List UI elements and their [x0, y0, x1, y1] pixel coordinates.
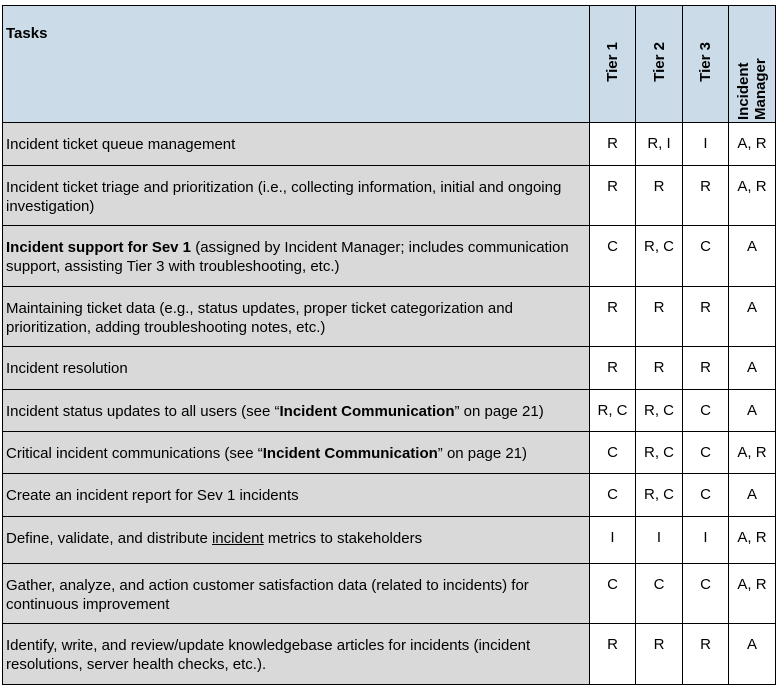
incident-manager-cell: A, R	[729, 432, 776, 474]
tier-1-cell: I	[590, 517, 636, 564]
incident-manager-cell: A	[729, 624, 776, 685]
tier-2-cell: R	[636, 287, 683, 347]
incident-underlined-word: incident	[211, 530, 264, 547]
incident-manager-cell: A, R	[729, 517, 776, 564]
table-row	[3, 474, 776, 517]
tier-1-cell: C	[590, 226, 636, 287]
tier-2-cell: I	[636, 517, 683, 564]
tier-2-header: Tier 2	[636, 6, 683, 123]
tier-3-cell: C	[683, 474, 729, 517]
task-cell	[3, 390, 590, 432]
table-row	[3, 166, 776, 226]
table-row	[3, 226, 776, 287]
tier-2-cell: R, I	[636, 123, 683, 166]
tier-1-cell: R	[590, 166, 636, 226]
tier-1-cell: R	[590, 347, 636, 390]
table-row	[3, 564, 776, 624]
incident-communication-ref: Incident Communication	[279, 403, 455, 420]
raci-table	[2, 5, 776, 685]
tier-3-cell: C	[683, 564, 729, 624]
task-bold-text: Incident support for Sev 1	[6, 239, 192, 256]
tier-2-cell: R	[636, 166, 683, 226]
tier-3-cell: I	[683, 517, 729, 564]
task-cell	[3, 432, 590, 474]
task-cell: Incident ticket triage and prioritization (i.e., collecting information, initial and ongoing investigation)	[3, 166, 590, 226]
tier-2-cell: C	[636, 564, 683, 624]
tier-1-cell: C	[590, 432, 636, 474]
task-cell	[3, 517, 590, 564]
tier-3-cell: C	[683, 226, 729, 287]
table-row	[3, 517, 776, 564]
tier-3-cell: R	[683, 287, 729, 347]
tier-2-cell: R, C	[636, 474, 683, 517]
table-row	[3, 123, 776, 166]
task-cell: Maintaining ticket data (e.g., status updates, proper ticket categorization and prioritization, adding troubleshooting notes, etc.)	[3, 287, 590, 347]
task-cell: Incident resolution	[3, 347, 590, 390]
task-cell: Identify, write, and review/update knowledgebase articles for incidents (incident resolutions, server health checks, etc.).	[3, 624, 590, 685]
tier-1-cell: R	[590, 123, 636, 166]
tier-3-cell: I	[683, 123, 729, 166]
task-text: Incident status updates to all users (see “	[6, 403, 280, 420]
task-cell: Incident ticket queue management	[3, 123, 590, 166]
tier-1-cell: R	[590, 624, 636, 685]
incident-manager-cell: A, R	[729, 123, 776, 166]
tier-2-cell: R, C	[636, 432, 683, 474]
table-row	[3, 347, 776, 390]
tier-3-cell: C	[683, 432, 729, 474]
incident-communication-ref: Incident Communication	[262, 445, 438, 462]
task-cell: Create an incident report for Sev 1 incidents	[3, 474, 590, 517]
tier-2-cell: R	[636, 624, 683, 685]
tier-3-header: Tier 3	[683, 6, 729, 123]
tier-2-cell: R, C	[636, 226, 683, 287]
tier-1-cell: C	[590, 564, 636, 624]
task-text: Define, validate, and distribute	[6, 530, 212, 547]
header-row	[3, 6, 776, 123]
incident-manager-cell: A	[729, 226, 776, 287]
task-text: Critical incident communications (see “	[6, 445, 263, 462]
tier-2-cell: R	[636, 347, 683, 390]
incident-manager-cell: A	[729, 474, 776, 517]
incident-manager-cell: A	[729, 390, 776, 432]
tier-1-cell: C	[590, 474, 636, 517]
task-text: ” on page 21)	[454, 403, 544, 420]
tier-1-cell: R, C	[590, 390, 636, 432]
incident-manager-cell: A, R	[729, 564, 776, 624]
table-row	[3, 624, 776, 685]
task-text: metrics to stakeholders	[263, 530, 423, 547]
task-text: (assigned by Incident Manager; includes communication support, assisting Tier 3 with troubleshooting, etc.)	[6, 239, 569, 275]
incident-manager-cell: A, R	[729, 166, 776, 226]
incident-manager-cell: A	[729, 287, 776, 347]
tier-3-cell: R	[683, 166, 729, 226]
table-row	[3, 432, 776, 474]
table-row	[3, 390, 776, 432]
tier-2-cell: R, C	[636, 390, 683, 432]
table-row	[3, 287, 776, 347]
task-cell: Gather, analyze, and action customer satisfaction data (related to incidents) for continuous improvement	[3, 564, 590, 624]
tasks-header: Tasks	[3, 6, 590, 123]
incident-manager-cell: A	[729, 347, 776, 390]
tier-3-cell: R	[683, 347, 729, 390]
tier-3-cell: R	[683, 624, 729, 685]
task-cell	[3, 226, 590, 287]
tier-1-header: Tier 1	[590, 6, 636, 123]
tier-1-cell: R	[590, 287, 636, 347]
tier-3-cell: C	[683, 390, 729, 432]
incident-manager-header: Incident Manager	[729, 6, 776, 123]
task-text: ” on page 21)	[437, 445, 528, 462]
